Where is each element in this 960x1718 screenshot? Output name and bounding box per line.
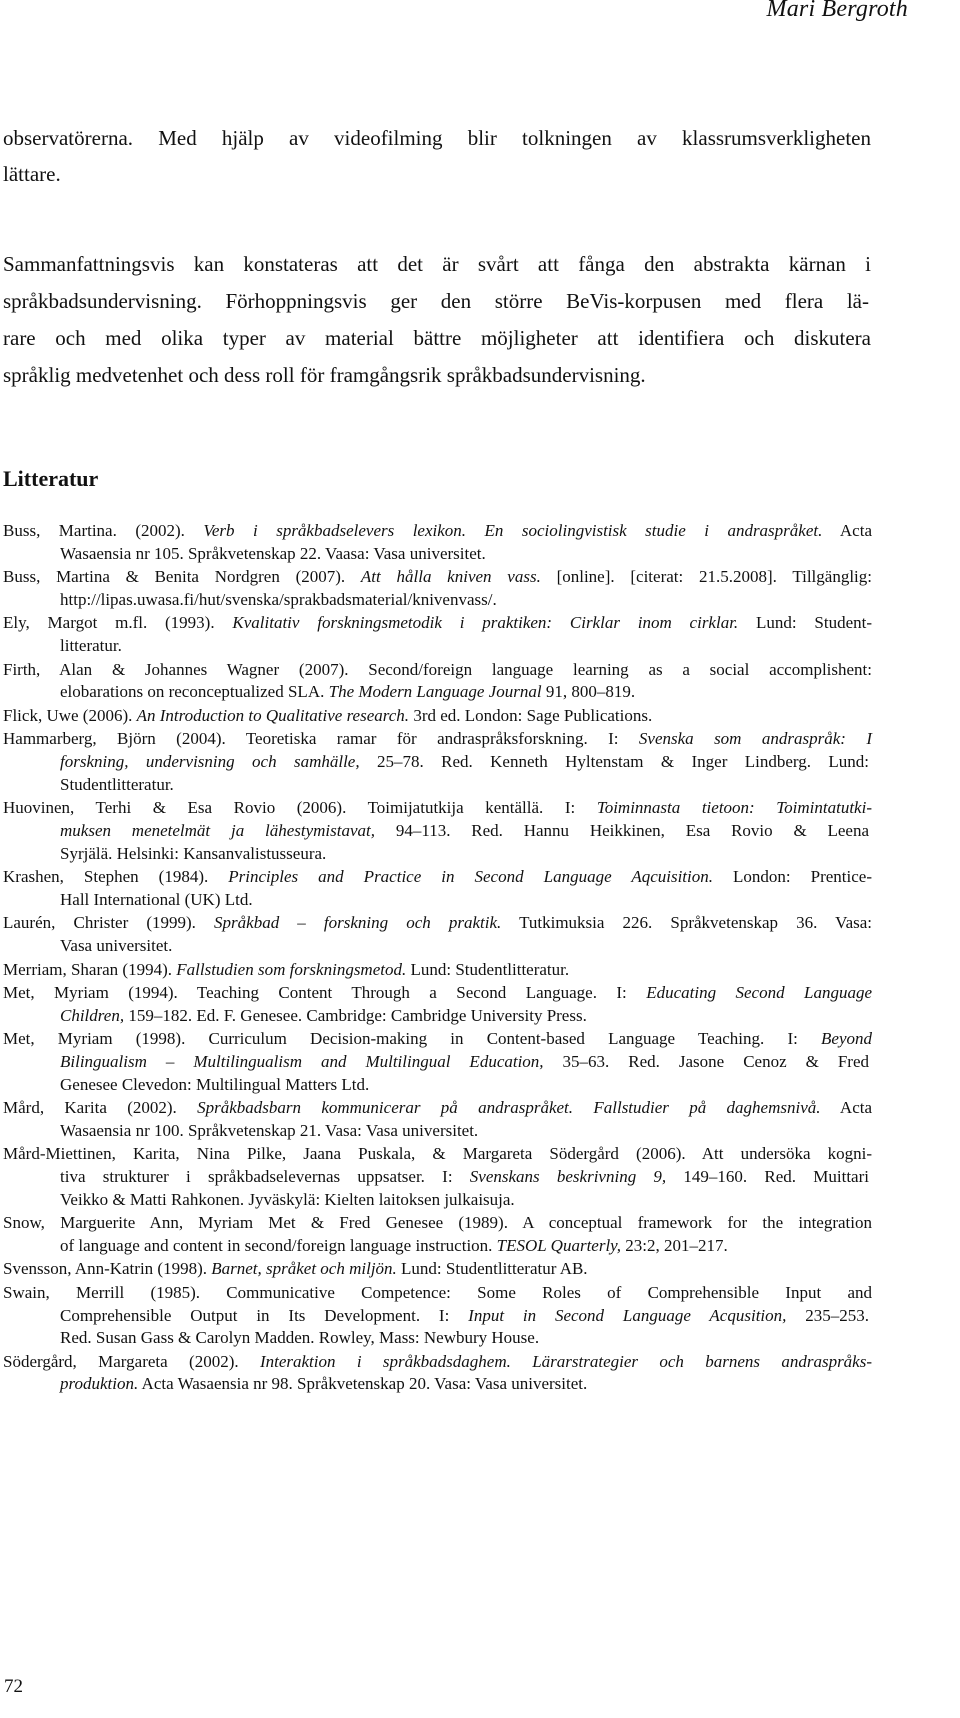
reference-text: elobarations on reconceptualized SLA.: [60, 682, 329, 702]
paragraph-line: lättare.: [3, 162, 61, 186]
reference-title: Barnet, språket och miljön.: [211, 1259, 397, 1279]
reference-text: of language and content in second/foreign language instruction.: [60, 1235, 497, 1255]
paragraph-line: Sammanfattningsvis kan konstateras att det är svårt att fånga den abstrakta kärnan i: [3, 252, 871, 276]
reference-text: http://lipas.uwasa.fi/hut/svenska/sprakbadsmaterial/knivenvass/.: [60, 589, 497, 609]
paragraph-line: observatörerna. Med hjälp av videofilming blir tolkningen av klassrumsverkligheten: [3, 126, 871, 150]
reference-line: [3, 1282, 872, 1305]
page-number: 72: [4, 1676, 23, 1697]
reference-text: 149–160. Red. Muittari: [666, 1167, 869, 1187]
reference-title: Principles and Practice in Second Language Aqcuisition.: [228, 867, 714, 887]
reference-text: 235–253.: [786, 1305, 870, 1325]
reference-title: TESOL Quarterly,: [496, 1235, 622, 1255]
reference-line: [60, 1051, 869, 1074]
paragraph-line: rare och med olika typer av material bättre möjligheter att identifiera och diskutera: [3, 326, 871, 350]
reference-text: Hammarberg, Björn (2004). Teoretiska ramar för andraspråksforskning. I:: [3, 729, 639, 749]
reference-title: Svenskans beskrivning 9,: [469, 1167, 667, 1187]
reference-line: [3, 797, 872, 820]
paragraph-line: språkbadsundervisning. Förhoppningsvis ger den större BeVis-korpusen med flera lä-: [3, 289, 869, 313]
reference-line: [60, 820, 869, 843]
reference-line: [3, 728, 872, 751]
reference-text: litteratur.: [60, 636, 122, 656]
reference-text: Genesee Clevedon: Multilingual Matters Ltd.: [60, 1074, 370, 1094]
reference-text: Wasaensia nr 100. Språkvetenskap 21. Vasa: Vasa universitet.: [60, 1120, 479, 1140]
reference-text: Huovinen, Terhi & Esa Rovio (2006). Toimijatutkija kentällä. I:: [3, 798, 597, 818]
reference-line: [60, 1189, 515, 1212]
reference-title: Språkbadsbarn kommunicerar på andraspråket. Fallstudier på daghemsnivå.: [197, 1098, 821, 1118]
reference-title: produktion.: [60, 1374, 139, 1394]
reference-text: Svensson, Ann-Katrin (1998).: [3, 1259, 212, 1279]
reference-text: Lund: Studentlitteratur.: [406, 959, 570, 979]
reference-line: [60, 543, 486, 566]
reference-text: 23:2, 201–217.: [621, 1235, 728, 1255]
reference-text: Met, Myriam (1998). Curriculum Decision-making in Content-based Language Teaching. I:: [3, 1029, 822, 1049]
reference-text: Hall International (UK) Ltd.: [60, 889, 253, 909]
reference-line: [3, 866, 872, 889]
reference-text: Snow, Marguerite Ann, Myriam Met & Fred Genesee (1989). A conceptual framework for the integration: [3, 1213, 872, 1233]
reference-line: [3, 1212, 872, 1235]
reference-text: Lund: Studentlitteratur AB.: [396, 1259, 588, 1279]
reference-text: Lund: Student-: [738, 613, 873, 633]
reference-title: Educating Second Language: [646, 983, 873, 1003]
reference-text: Södergård, Margareta (2002).: [3, 1351, 260, 1371]
reference-text: Mård, Karita (2002).: [3, 1098, 198, 1118]
reference-title: muksen menetelmät ja lähestymistavat,: [60, 820, 376, 840]
paragraph-line: språklig medvetenhet och dess roll för framgångsrik språkbadsundervisning.: [3, 363, 646, 387]
reference-text: [online]. [citerat: 21.5.2008]. Tillgänglig:: [540, 567, 872, 587]
reference-line: [3, 1143, 872, 1166]
reference-line: [60, 1373, 587, 1396]
reference-text: Red. Susan Gass & Carolyn Madden. Rowley, Mass: Newbury House.: [60, 1328, 540, 1348]
reference-text: Merriam, Sharan (1994).: [3, 959, 177, 979]
section-heading-litteratur: Litteratur: [3, 466, 99, 491]
reference-line: [60, 1305, 869, 1328]
reference-text: Mård-Miettinen, Karita, Nina Pilke, Jaana Puskala, & Margareta Södergård (2006). Att undersöka kogni-: [3, 1144, 872, 1164]
reference-text: 35–63. Red. Jasone Cenoz & Fred: [543, 1051, 869, 1071]
reference-text: Vasa universitet.: [60, 935, 173, 955]
reference-line: [3, 1351, 872, 1374]
reference-title: Toiminnasta tietoon: Toimintatutki-: [596, 798, 872, 818]
reference-text: tiva strukturer i språkbadselevernas uppsatser. I:: [60, 1167, 470, 1187]
reference-line: [3, 566, 872, 589]
reference-text: 159–182. Ed. F. Genesee. Cambridge: Cambridge University Press.: [124, 1005, 587, 1025]
reference-line: [60, 1005, 587, 1028]
reference-line: [3, 982, 872, 1005]
reference-text: 91, 800–819.: [541, 682, 636, 702]
reference-line: [60, 774, 174, 797]
reference-text: Comprehensible Output in Its Development. I:: [60, 1305, 469, 1325]
reference-line: [60, 635, 122, 658]
reference-text: Acta: [822, 521, 872, 540]
reference-line: [60, 1235, 728, 1258]
reference-line: [60, 889, 253, 912]
reference-title: Children,: [60, 1005, 125, 1025]
reference-line: [60, 1074, 369, 1097]
reference-title: Beyond: [821, 1029, 872, 1049]
reference-text: Ely, Margot m.fl. (1993).: [3, 613, 233, 633]
reference-title: Interaktion i språkbadsdaghem. Lärarstrategier och barnens andraspråks-: [259, 1351, 873, 1371]
reference-text: Swain, Merrill (1985). Communicative Competence: Some Roles of Comprehensible Input and: [3, 1283, 872, 1303]
reference-line: [3, 705, 652, 728]
reference-text: London: Prentice-: [713, 867, 873, 887]
reference-text: Met, Myriam (1994). Teaching Content Through a Second Language. I:: [3, 983, 647, 1003]
reference-text: Flick, Uwe (2006).: [3, 705, 137, 725]
reference-line: [3, 612, 872, 635]
reference-text: Laurén, Christer (1999).: [3, 913, 215, 933]
reference-title: Verb i språkbadselevers lexikon. En sociolingvistisk studie i andraspråket.: [203, 521, 823, 540]
reference-title: Att hålla kniven vass.: [360, 567, 541, 587]
reference-line: [3, 959, 569, 982]
reference-text: 3rd ed. London: Sage Publications.: [409, 705, 653, 725]
reference-text: Krashen, Stephen (1984).: [3, 867, 229, 887]
reference-line: [60, 843, 326, 866]
reference-text: 25–78. Red. Kenneth Hyltenstam & Inger Lindberg. Lund:: [359, 752, 870, 772]
reference-text: Tutkimuksia 226. Språkvetenskap 36. Vasa:: [501, 913, 872, 933]
reference-text: Wasaensia nr 105. Språkvetenskap 22. Vaasa: Vasa universitet.: [60, 543, 486, 563]
reference-title: An Introduction to Qualitative research.: [136, 705, 410, 725]
reference-text: Firth, Alan & Johannes Wagner (2007). Second/foreign language learning as a social accomplishent:: [3, 659, 872, 679]
reference-title: Fallstudien som forskningsmetod.: [176, 959, 407, 979]
reference-title: forskning, undervisning och samhälle,: [60, 752, 360, 772]
running-header-author: Mari Bergroth: [766, 0, 908, 22]
reference-line: [3, 520, 872, 543]
reference-text: 94–113. Red. Hannu Heikkinen, Esa Rovio & Leena: [375, 820, 869, 840]
reference-line: [60, 1327, 539, 1350]
reference-line: [60, 681, 635, 704]
reference-line: [60, 935, 172, 958]
reference-title: Språkbad – forskning och praktik.: [214, 913, 502, 933]
reference-title: Input in Second Language Acqusition,: [468, 1305, 787, 1325]
reference-line: [3, 912, 872, 935]
reference-line: [60, 751, 869, 774]
reference-title: Bilingualism – Multilingualism and Multilingual Education,: [60, 1051, 544, 1071]
reference-text: Buss, Martina & Benita Nordgren (2007).: [3, 567, 361, 587]
reference-text: Acta Wasaensia nr 98. Språkvetenskap 20. Vasa: Vasa universitet.: [138, 1374, 588, 1394]
reference-line: [60, 1166, 869, 1189]
reference-title: Svenska som andraspråk: I: [638, 729, 872, 749]
reference-text: Syrjälä. Helsinki: Kansanvalistusseura.: [60, 843, 327, 863]
reference-line: [3, 1258, 588, 1281]
reference-text: Studentlitteratur.: [60, 774, 174, 794]
reference-line: [60, 1120, 478, 1143]
reference-line: [3, 1097, 872, 1120]
reference-text: Veikko & Matti Rahkonen. Jyväskylä: Kielten laitoksen julkaisuja.: [60, 1189, 515, 1209]
reference-text: Acta: [820, 1098, 873, 1118]
reference-text: Buss, Martina. (2002).: [3, 521, 204, 540]
reference-title: The Modern Language Journal: [328, 682, 542, 702]
reference-title: Kvalitativ forskningsmetodik i praktiken: Cirklar inom cirklar.: [232, 613, 739, 633]
reference-line: [60, 589, 497, 612]
reference-line: [3, 1028, 872, 1051]
reference-line: [3, 659, 872, 682]
